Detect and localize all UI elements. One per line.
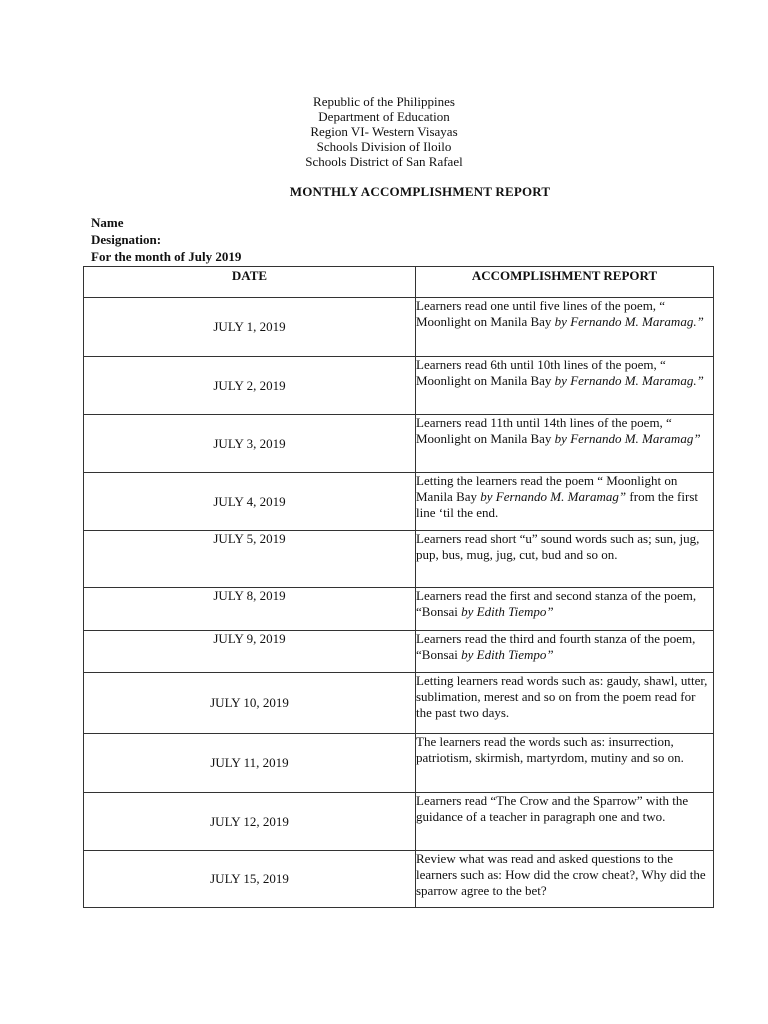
table-row <box>84 631 714 673</box>
accomplishment-table <box>83 266 714 908</box>
row-accomplishment <box>416 531 714 588</box>
accomplishment-author: by Fernando M. Maramag.” <box>554 314 704 329</box>
row-accomplishment <box>416 415 714 473</box>
table-row <box>84 588 714 631</box>
row-accomplishment <box>416 298 714 357</box>
row-accomplishment <box>416 473 714 531</box>
table-row <box>84 298 714 357</box>
row-date: JULY 8, 2019 <box>84 588 416 631</box>
row-date: JULY 10, 2019 <box>84 673 416 734</box>
row-date: JULY 2, 2019 <box>84 357 416 415</box>
row-accomplishment <box>416 793 714 851</box>
table-row <box>84 673 714 734</box>
table-row <box>84 415 714 473</box>
accomplishment-text: The learners read the words such as: insurrection, patriotism, skirmish, martyrdom, mutiny and so on. <box>416 734 684 765</box>
table-row <box>84 473 714 531</box>
accomplishment-text: Learners read “The Crow and the Sparrow” with the guidance of a teacher in paragraph one and two. <box>416 793 689 824</box>
accomplishment-text: Review what was read and asked questions to the learners such as: How did the crow cheat?, Why did the sparrow agree to the bet? <box>416 851 706 898</box>
accomplishment-text: Learners read 11th until 14th lines of the poem, “ Moonlight on Manila Bay <box>416 415 672 446</box>
row-date: JULY 4, 2019 <box>84 473 416 531</box>
row-accomplishment <box>416 631 714 673</box>
accomplishment-author: by Fernando M. Maramag” <box>554 431 701 446</box>
row-date: JULY 3, 2019 <box>84 415 416 473</box>
letterhead-line-division: Schools Division of Iloilo <box>316 139 452 154</box>
report-title: MONTHLY ACCOMPLISHMENT REPORT <box>289 184 551 199</box>
row-accomplishment <box>416 851 714 908</box>
accomplishment-author: by Edith Tiempo” <box>461 604 554 619</box>
accomplishment-author: by Fernando M. Maramag.” <box>554 373 704 388</box>
table-row <box>84 734 714 793</box>
accomplishment-text: Learners read 6th until 10th lines of the poem, “ Moonlight on Manila Bay <box>416 357 666 388</box>
accomplishment-author: by Edith Tiempo” <box>461 647 554 662</box>
letterhead-line-district: Schools District of San Rafael <box>305 154 463 169</box>
row-date: JULY 1, 2019 <box>84 298 416 357</box>
letterhead-line-republic: Republic of the Philippines <box>313 94 455 109</box>
date-column-header: DATE <box>84 267 416 298</box>
table-row <box>84 851 714 908</box>
accomplishment-text: Letting the learners read the poem “ Moonlight on Manila Bay <box>416 473 678 504</box>
letterhead-line-region: Region VI- Western Visayas <box>310 124 458 139</box>
row-accomplishment <box>416 588 714 631</box>
row-date: JULY 11, 2019 <box>84 734 416 793</box>
accomplishment-text: Learners read the first and second stanza of the poem, “Bonsai <box>416 588 697 619</box>
table-header-row <box>84 267 714 298</box>
accomplishment-text: Letting learners read words such as: gaudy, shawl, utter, sublimation, merest and so on from the poem read for the past two days. <box>416 673 708 720</box>
row-date: JULY 9, 2019 <box>84 631 416 673</box>
name-label: Name <box>91 215 124 230</box>
letterhead <box>0 94 768 169</box>
accomplishment-text: Learners read one until five lines of the poem, “ Moonlight on Manila Bay <box>416 298 666 329</box>
table-row <box>84 531 714 588</box>
accomplishment-text: Learners read the third and fourth stanza of the poem, “Bonsai <box>416 631 696 662</box>
row-accomplishment <box>416 734 714 793</box>
row-accomplishment <box>416 673 714 734</box>
letterhead-line-department: Department of Education <box>318 109 450 124</box>
accomplishment-tail: from the first line ‘til the end. <box>416 489 698 520</box>
accomplishment-author: by Fernando M. Maramag” <box>480 489 627 504</box>
month-label: For the month of July 2019 <box>91 249 242 264</box>
accomplishment-text: Learners read short “u” sound words such as; sun, jug, pup, bus, mug, jug, cut, bud and so on. <box>416 531 700 562</box>
table-row <box>84 357 714 415</box>
designation-label: Designation: <box>91 232 162 247</box>
row-accomplishment <box>416 357 714 415</box>
row-date: JULY 5, 2019 <box>84 531 416 588</box>
row-date: JULY 15, 2019 <box>84 851 416 908</box>
report-fields <box>91 214 241 265</box>
accomplishment-column-header: ACCOMPLISHMENT REPORT <box>416 267 714 298</box>
row-date: JULY 12, 2019 <box>84 793 416 851</box>
table-row <box>84 793 714 851</box>
